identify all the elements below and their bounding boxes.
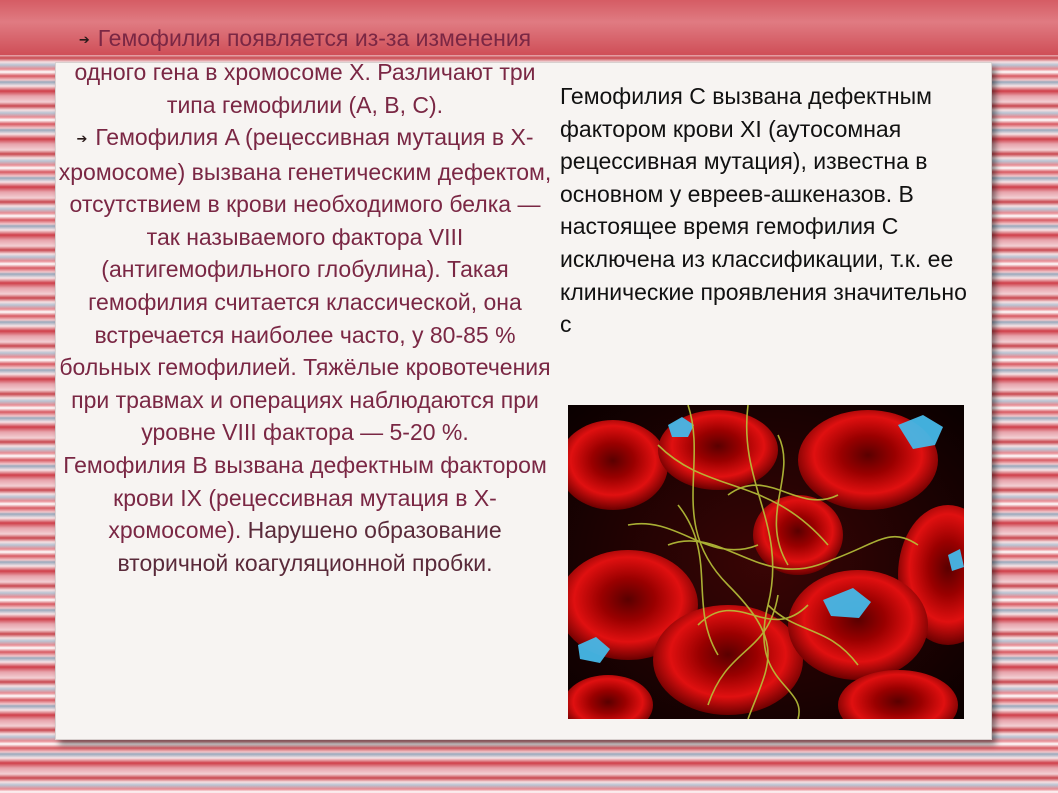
left-paragraph-2 <box>50 121 560 449</box>
left-paragraph-3 <box>50 449 560 579</box>
right-text-column: Гемофилия C вызвана дефектным фактором крови XI (аутосомная рецессивная мутация), известна в основном у евреев-ашкеназов. В настоящее время гемофилия C исключена из классификации, т.к. ее клинические проявления значительно с <box>560 83 967 338</box>
blood-cells-micrograph-icon <box>568 405 964 719</box>
arrow-bullet-icon: ➔ <box>78 31 90 47</box>
paragraph-text: Гемофилия A (рецессивная мутация в X-хромосоме) вызвана генетическим дефектом, отсутствием в крови необходимого белка — так называемого фактора VIII (антигемофильного глобулина). Такая гемофилия считается классической, она встречается наиболее часто, у 80-85 % больных гемофилией. Тяжёлые кровотечения при травмах и операциях наблюдаются при уровне VIII фактора — 5-20 %. <box>58 124 552 446</box>
left-paragraph-1 <box>50 22 560 121</box>
left-text-column <box>50 22 560 579</box>
paragraph-text: Гемофилия B вызвана дефектным фактором крови IX (рецессивная мутация в X-хромосоме). <box>63 451 547 544</box>
blood-cells-image <box>568 405 964 719</box>
arrow-bullet-icon: ➔ <box>76 131 88 147</box>
paragraph-text: Нарушено образование вторичной коагуляционной пробки. <box>117 517 502 576</box>
paragraph-text: Гемофилия появляется из-за изменения одного гена в хромосоме X. Различают три типа гемофилии (A, B, C). <box>74 25 536 118</box>
